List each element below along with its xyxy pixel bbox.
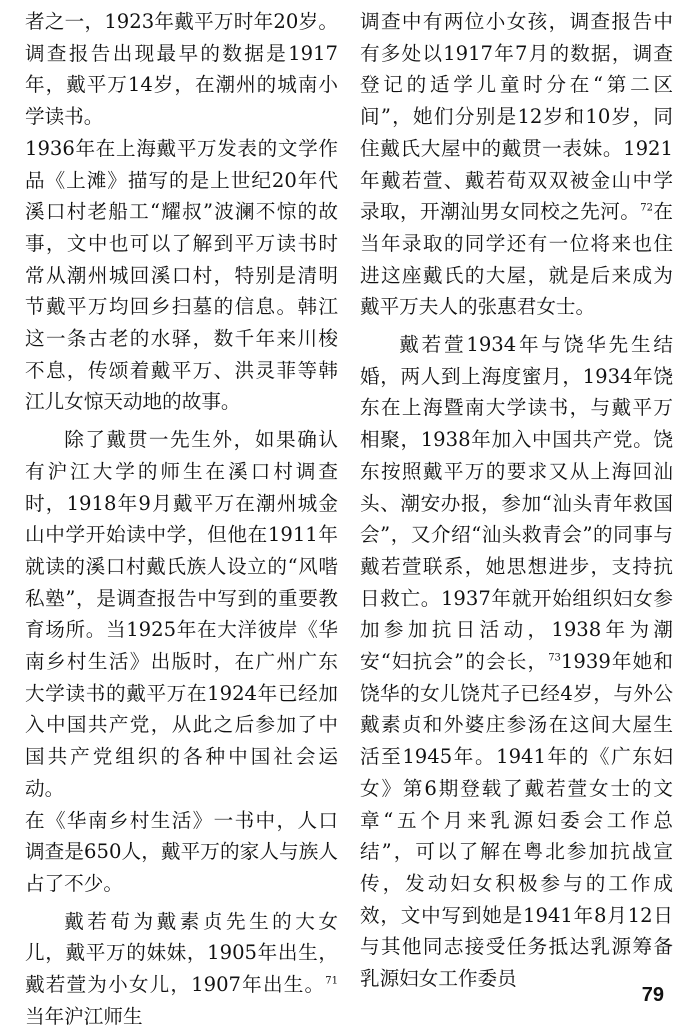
paragraph-text: 当年沪江师生: [25, 1004, 143, 1028]
footnote-ref: 72: [640, 202, 653, 214]
paragraph-text: 1939年她和饶华的女儿饶芃子已经4岁，与外公戴素贞和外婆庄参汤在这间大屋生活至1945年。1941年的《广东妇女》第6期登载了戴若萱女士的文章“五个月来乳源妇委会工作总结”，可以了解在粤北参加抗战宣传，发动妇女积极参与的工作成效，文中写到她是1941年8月12日与其他同志接受任务抵达乳源筹备乳源妇女工作委员: [360, 650, 673, 991]
right-column: [360, 6, 673, 995]
paragraph: 在《华南乡村生活》一书中，人口调查是650人，戴平万的家人与族人占了不少。: [25, 808, 338, 895]
paragraph-text: 在当年录取的同学还有一位将来也住进这座戴氏的大屋，就是后来成为戴平万夫人的张惠君女士。: [360, 200, 674, 319]
paragraph: 除了戴贯一先生外，如果确认有沪江大学的师生在溪口村调查时，1918年9月戴平万在潮州城金山中学开始读中学，但他在1911年就读的溪口村戴氏族人设立的“风喈私塾”，是调查报告中写到的重要教育场所。当1925年在大洋彼岸《华南乡村生活》出版时，在广州广东大学读书的戴平万在1924年已经加入中国共产党，从此之后参加了中国共产党组织的各种中国社会运动。: [25, 428, 338, 800]
paragraph: [360, 329, 673, 995]
paragraph: 1936年在上海戴平万发表的文学作品《上滩》描写的是上世纪20年代溪口村老船工“耀叔”波澜不惊的故事，文中也可以了解到平万读书时常从潮州城回溪口村，特别是清明节戴平万均回乡扫墓的信息。韩江这一条古老的水驿，数千年来川梭不息，传颂着戴平万、洪灵菲等韩江儿女惊天动地的故事。: [25, 136, 338, 414]
paragraph-text: 调查中有两位小女孩，调查报告中有多处以1917年7月的数据，调查登记的适学儿童时分在“第二区间”，她们分别是12岁和10岁，同住戴氏大屋中的戴贯一表妹。1921年戴若萱、戴若荀双双被金山中学录取，开潮汕男女同校之先河。: [360, 10, 673, 224]
paragraph-continued: [360, 6, 673, 323]
footnote-ref: 73: [548, 652, 561, 664]
paragraph: [25, 906, 338, 1033]
paragraph-text: 戴若荀为戴素贞先生的大女儿，戴平万的妹妹，1905年出生，戴若萱为小女儿，1907年出生。: [25, 909, 338, 997]
footnote-ref: 71: [325, 975, 338, 987]
page-number: 79: [641, 984, 664, 1006]
left-column: [25, 6, 338, 1033]
paragraph-continued: 者之一，1923年戴平万时年20岁。调查报告出现最早的数据是1917年，戴平万14岁，在潮州的城南小学读书。: [25, 10, 338, 129]
paragraph-text: 戴若萱1934年与饶华先生结婚，两人到上海度蜜月，1934年饶东在上海暨南大学读书，与戴平万相聚，1938年加入中国共产党。饶东按照戴平万的要求又从上海回汕头、潮安办报，参加“汕头青年救国会”，又介绍“汕头救青会”的同事与戴若萱联系，她思想进步，支持抗日救亡。1937年就开始组织妇女参加参加抗日活动，1938年为潮安“妇抗会”的会长，: [360, 333, 673, 674]
